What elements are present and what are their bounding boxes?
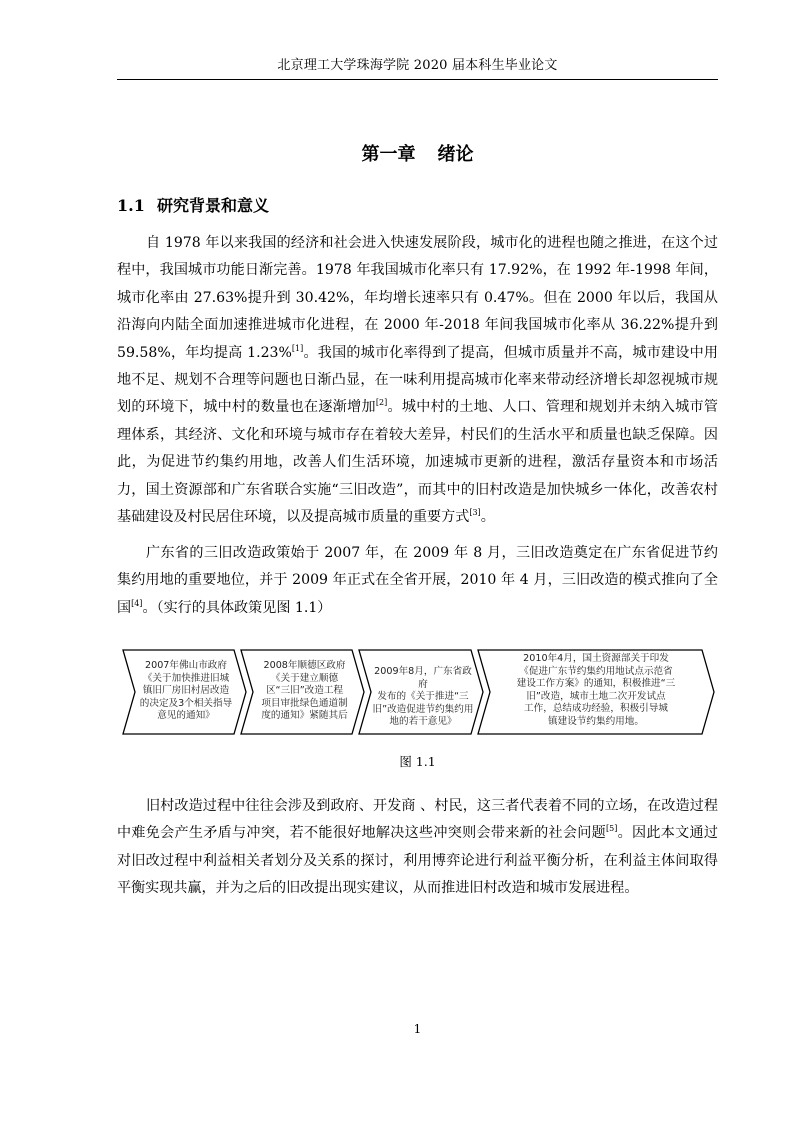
section-number: 1.1 xyxy=(117,196,145,215)
step-4-line-5: 工作，总结成功经验，积极引导城 xyxy=(524,703,668,714)
step-2-line-3: 区“三旧”改造工程 xyxy=(265,685,344,696)
step-1-line-5: 意见的通知》 xyxy=(157,710,215,721)
step-1-line-1: 2007年佛山市政府 xyxy=(145,660,227,671)
step-3-line-2: 发布的《关于推进“三 xyxy=(377,691,469,702)
paragraph-2-text-a: 广东省的三旧改造政策始于 2007 年，在 2009 年 8 月，三旧改造奠定在广东省促进节约集约用地的重要地位，并于 2009 年正式在全省开展，2010 年 4 月，三旧改造的模式推向了全国 xyxy=(117,545,718,616)
step-3-line-4: 地的若干意见》 xyxy=(389,716,457,727)
paragraph-3-text-a: 旧村改造过程中往往会涉及到政府、开发商 、村民，这三者代表着不同的立场，在改造过程中难免会产生矛盾与冲突，若不能很好地解决这些冲突则会带来新的社会问题 xyxy=(117,798,718,842)
step-4-line-4: 旧”改造，城市土地二次开发试点 xyxy=(526,690,666,702)
step-4-line-1: 2010年4月，国土资源部关于印发 xyxy=(523,653,669,664)
timeline-step-3-text xyxy=(371,666,475,729)
step-3-line-1: 2009年8月，广东省政府 xyxy=(374,666,472,690)
page-header: 北京理工大学珠海学院 2020 届本科生毕业论文 xyxy=(277,58,558,73)
paragraph-3-text-b: 。因此本文通过对旧改过程中利益相关者划分及关系的探讨，利用博弈论进行利益平衡分析，在利益主体间取得平衡实现共赢，并为之后的旧改提出现实建议，从而推进旧村改造和城市发展进程。 xyxy=(117,825,719,897)
step-4-line-2: 《促进广东节约集约用地试点示范省 xyxy=(519,665,673,677)
citation-1: [1] xyxy=(291,343,304,353)
chapter-heading xyxy=(117,140,718,166)
citation-5: [5] xyxy=(605,824,618,834)
step-1-line-2: 《关于加快推进旧城 xyxy=(142,672,230,684)
step-4-line-3: 建设工作方案》的通知，积极推进“三 xyxy=(516,678,676,689)
step-1-line-4: 的决定及3个相关指导 xyxy=(139,697,233,709)
section-title: 研究背景和意义 xyxy=(157,196,270,215)
header-rule xyxy=(117,79,718,80)
step-3-line-3: 旧”改造促进节约集约用 xyxy=(372,703,474,715)
chapter-number: 第一章 xyxy=(361,144,416,165)
citation-2: [2] xyxy=(375,398,388,408)
paragraph-2 xyxy=(117,540,718,622)
chapter-title: 绪论 xyxy=(437,144,474,165)
step-2-line-4: 项目审批绿色通道制 xyxy=(261,697,348,709)
step-2-line-1: 2008年顺德区政府 xyxy=(263,660,346,671)
paragraph-1-text-d: 。 xyxy=(480,509,495,526)
citation-3: [3] xyxy=(469,508,481,518)
step-2-line-5: 度的通知》紧随其后 xyxy=(261,710,348,721)
figure-caption: 图 1.1 xyxy=(399,754,436,769)
paragraph-1-text-c: 。城中村的土地、人口、管理和规划并未纳入城市管理体系，其经济、文化和环境与城市存在着较大差异，村民们的生活水平和质量也缺乏保障。因此，为促进节约集约用地，改善人们生活环境，加速城市更新的进程，激活存量资本和市场活力，国土资源部和广东省联合实施“三旧改造”，而其中的旧村改造是加快城乡一体化，改善农村基础建设及村民居住环境，以及提高城市质量的重要方式 xyxy=(117,399,718,526)
paragraph-1-text-a: 自 1978 年以来我国的经济和社会进入快速发展阶段，城市化的进程也随之推进，在这个过程中，我国城市功能日渐完善。1978 年我国城市化率只有 17.92%，在 1992 年-1998 年间，城市化率由 27.63%提升到 30.42%，年均增长速率只有 0.47%。但在 2000 年以后，我国从沿海向内陆全面加速推进城市化进程，在 2000 年-2018 年间我国城市化率从 36.22%提升到 59.58%，年均提高 1.23% xyxy=(117,235,718,361)
policy-timeline-figure xyxy=(122,644,716,740)
citation-4: [4] xyxy=(131,598,143,608)
page-number: 1 xyxy=(413,1022,422,1036)
section-heading xyxy=(117,193,269,216)
paragraph-1-text-b: 。我国的城市化率得到了提高，但城市质量并不高，城市建设中用地不足、规划不合理等问题也日渐凸显，在一味利用提高城市化率来带动经济增长却忽视城市规划的环境下，城中村的数量也在逐渐增加 xyxy=(117,344,718,416)
step-4-line-6: 镇建设节约集约用地。 xyxy=(548,715,644,727)
step-1-line-3: 镇旧厂房旧村居改造 xyxy=(142,685,230,696)
timeline-step-1-text xyxy=(136,660,236,723)
paragraph-2-text-b: 。（实行的具体政策见图 1.1） xyxy=(142,599,332,616)
paragraph-3 xyxy=(117,793,718,903)
step-2-line-2: 《关于建立顺德 xyxy=(270,672,339,684)
timeline-step-2-text xyxy=(253,660,356,723)
timeline-step-4-text xyxy=(492,653,700,728)
paragraph-1 xyxy=(117,230,718,531)
